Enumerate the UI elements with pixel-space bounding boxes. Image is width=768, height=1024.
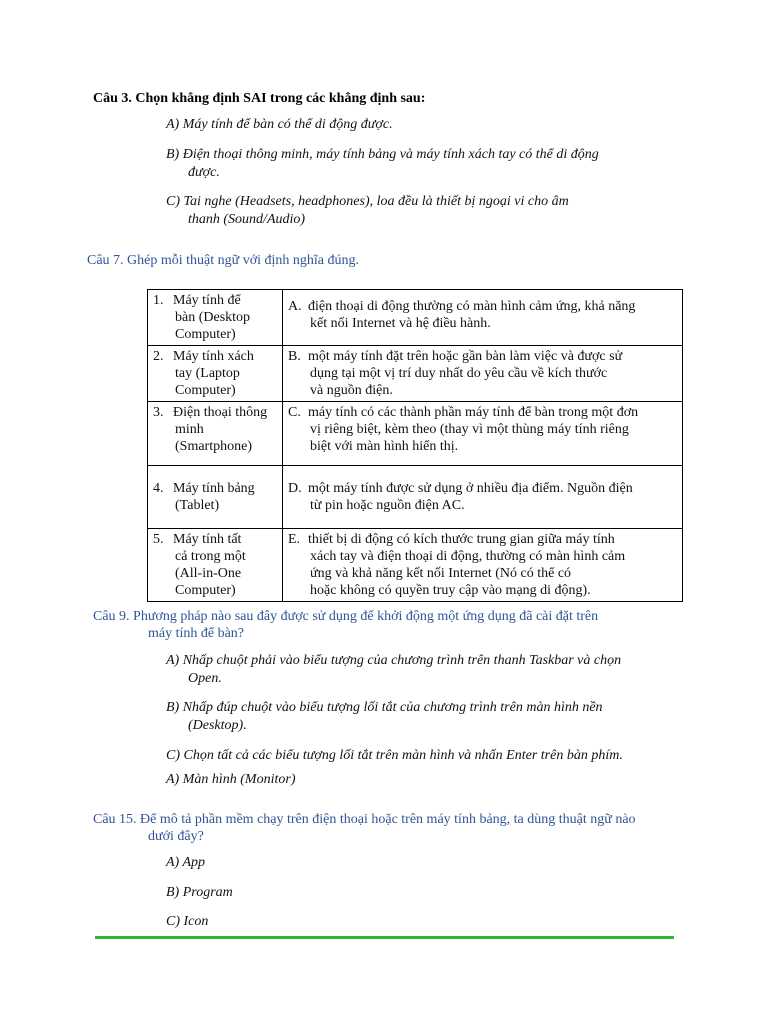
- definition-cell: [283, 346, 683, 402]
- option-text-continued: được.: [188, 165, 220, 180]
- question-title-line: dưới đây?: [148, 829, 204, 844]
- definition-cell: [283, 466, 683, 529]
- definition-letter: D.: [288, 481, 302, 496]
- term-line: Máy tính bảng: [173, 481, 255, 496]
- definition-line: xách tay và điện thoại di động, thường có màn hình cảm: [310, 549, 626, 564]
- table-row: [148, 402, 683, 466]
- definition-line: và nguồn điện.: [310, 383, 393, 398]
- q9-option-c: [166, 747, 686, 765]
- question-7-title: Câu 7. Ghép mỗi thuật ngữ với định nghĩa đúng.: [87, 253, 360, 268]
- option-text: Chọn tất cả các biểu tượng lối tắt trên màn hình và nhấn Enter trên bàn phím.: [183, 748, 623, 763]
- definition-line: từ pin hoặc nguồn điện AC.: [310, 498, 465, 513]
- option-letter: A): [166, 772, 180, 787]
- term-line: Computer): [175, 383, 236, 398]
- term-line: Điện thoại thông: [173, 405, 268, 420]
- definition-line: điện thoại di động thường có màn hình cảm ứng, khả năng: [308, 299, 636, 314]
- term-line: Computer): [175, 327, 236, 342]
- definition-line: một máy tính đặt trên hoặc gần bàn làm việc và được sử: [308, 349, 623, 364]
- term-cell: [148, 402, 283, 466]
- term-number: 4.: [153, 481, 164, 496]
- term-number: 3.: [153, 405, 164, 420]
- option-text-continued: thanh (Sound/Audio): [188, 212, 306, 227]
- term-line: tay (Laptop: [175, 366, 240, 381]
- option-letter: C): [166, 748, 180, 763]
- option-letter: C): [166, 914, 180, 929]
- q3-option-b: [166, 146, 656, 180]
- term-line: Máy tính tất: [173, 532, 242, 547]
- term-line: bàn (Desktop: [175, 310, 251, 325]
- definition-line: hoặc không có quyền truy cập vào mạng di động).: [310, 583, 591, 598]
- table-row: [148, 346, 683, 402]
- option-text: Nhấp đúp chuột vào biểu tượng lối tắt của chương trình trên màn hình nền: [182, 700, 603, 715]
- definition-cell: [283, 402, 683, 466]
- option-text: Máy tính để bàn có thể di động được.: [182, 117, 393, 132]
- term-line: cả trong một: [175, 549, 246, 564]
- option-letter: B): [166, 700, 180, 715]
- q15-option-a: [166, 854, 205, 872]
- term-cell: [148, 290, 283, 346]
- term-cell: [148, 346, 283, 402]
- question-9-title: [93, 608, 598, 642]
- q15-option-b: [166, 884, 233, 902]
- q3-option-a: [166, 116, 656, 134]
- option-text: Điện thoại thông minh, máy tính bảng và máy tính xách tay có thể di động: [182, 147, 599, 162]
- q9-option-d: [166, 771, 686, 789]
- term-line: Máy tính xách: [173, 349, 254, 364]
- definition-cell: [283, 290, 683, 346]
- option-letter: B): [166, 147, 180, 162]
- definition-line: dụng tại một vị trí duy nhất do yêu cầu về kích thước: [310, 366, 608, 381]
- table-row: [148, 466, 683, 529]
- q9-option-b: [166, 699, 686, 733]
- question-title-line: máy tính để bàn?: [148, 626, 245, 641]
- option-text: Program: [182, 885, 233, 900]
- definition-line: thiết bị di động có kích thước trung gian giữa máy tính: [308, 532, 615, 547]
- definition-cell: [283, 529, 683, 602]
- term-number: 5.: [153, 532, 164, 547]
- term-line: Máy tính để: [173, 293, 241, 308]
- option-text: Icon: [183, 914, 209, 929]
- term-line: Computer): [175, 583, 236, 598]
- definition-line: máy tính có các thành phần máy tính để bàn trong một đơn: [308, 405, 639, 420]
- matching-table: [147, 289, 683, 602]
- option-letter: A): [166, 653, 180, 668]
- question-15-title: [93, 811, 636, 845]
- term-line: (Smartphone): [175, 439, 252, 454]
- definition-line: ứng và khả năng kết nối Internet (Nó có thể có: [310, 566, 572, 581]
- option-text: Nhấp chuột phải vào biểu tượng của chương trình trên thanh Taskbar và chọn: [182, 653, 622, 668]
- question-title-line: Câu 15. Để mô tả phần mềm chạy trên điện thoại hoặc trên máy tính bảng, ta dùng thuật ngữ nào: [93, 812, 636, 827]
- option-text: Tai nghe (Headsets, headphones), loa đều là thiết bị ngoại vi cho âm: [183, 194, 569, 209]
- q9-option-a: [166, 652, 686, 686]
- term-number: 1.: [153, 293, 164, 308]
- definition-line: kết nối Internet và hệ điều hành.: [310, 316, 491, 331]
- definition-line: vị riêng biệt, kèm theo (thay vì một thùng máy tính riêng: [310, 422, 629, 437]
- term-line: minh: [175, 422, 204, 437]
- term-cell: [148, 529, 283, 602]
- option-letter: A): [166, 855, 180, 870]
- term-line: (Tablet): [175, 498, 220, 513]
- term-cell: [148, 466, 283, 529]
- option-text-continued: (Desktop).: [188, 718, 247, 733]
- definition-line: một máy tính được sử dụng ở nhiều địa điểm. Nguồn điện: [308, 481, 633, 496]
- option-letter: B): [166, 885, 180, 900]
- definition-letter: E.: [288, 532, 301, 547]
- option-letter: C): [166, 194, 180, 209]
- definition-letter: C.: [288, 405, 301, 420]
- q15-option-c: [166, 913, 208, 931]
- question-title-line: Câu 9. Phương pháp nào sau đây được sử dụng để khởi động một ứng dụng đã cài đặt trên: [93, 609, 599, 624]
- option-text-continued: Open.: [188, 671, 222, 686]
- option-text: Màn hình (Monitor): [182, 772, 296, 787]
- question-3-title: Câu 3. Chọn khẳng định SAI trong các khẳng định sau:: [93, 91, 426, 106]
- term-number: 2.: [153, 349, 164, 364]
- table-row: [148, 529, 683, 602]
- table-row: [148, 290, 683, 346]
- definition-letter: A.: [288, 299, 302, 314]
- q3-option-c: [166, 193, 656, 227]
- footer-divider: [95, 936, 674, 939]
- option-letter: A): [166, 117, 180, 132]
- definition-line: biệt với màn hình hiển thị.: [310, 439, 459, 454]
- option-text: App: [182, 855, 206, 870]
- term-line: (All-in-One: [175, 566, 242, 581]
- definition-letter: B.: [288, 349, 301, 364]
